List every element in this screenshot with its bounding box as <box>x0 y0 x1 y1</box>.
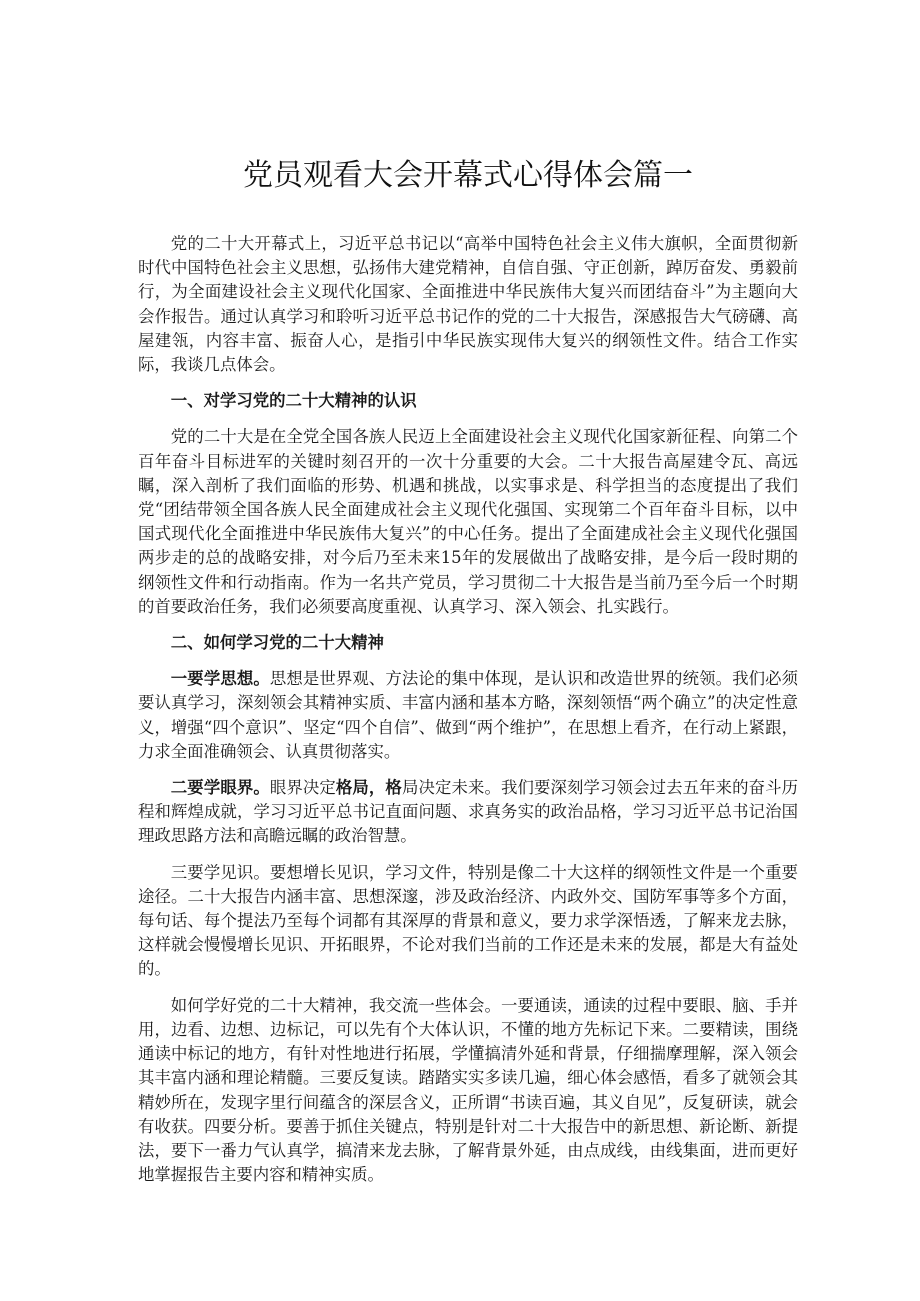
study-method-paragraph: 如何学好党的二十大精神，我交流一些体会。一要通读，通读的过程中要眼、脑、手并用，边看、边想、边标记，可以先有个大体认识，不懂的地方先标记下来。二要精读，围绕通读中标记的地方，有针对性地进行拓展，学懂搞清外延和背景，仔细揣摩理解，深入领会其丰富内涵和理论精髓。三要反复读。踏踏实实多读几遍，细心体会感悟，看多了就领会其精妙所在，发现字里行间蕴含的深层含义，正所谓“书读百遍，其义自见”，反复研读，就会有收获。四要分析。要善于抓住关键点，特别是针对二十大报告中的新思想、新论断、新提法，要下一番力气认真学，搞清来龙去脉，了解背景外延，由点成线，由线集面，进而更好地掌握报告主要内容和精神实质。 <box>138 995 798 1185</box>
section-heading-2: 二、如何学习党的二十大精神 <box>170 633 384 653</box>
document-title: 党员观看大会开幕式心得体会篇一 <box>243 158 693 193</box>
learn-vision-paragraph <box>138 776 798 849</box>
learn-vision-bold: 格局，格 <box>335 778 402 798</box>
learn-vision-text-a: 眼界决定 <box>269 778 336 798</box>
learn-thought-lead: 一要学思想。 <box>170 669 270 689</box>
section-1-paragraph: 党的二十大是在全党全国各族人民迈上全面建设社会主义现代化国家新征程、向第二个百年奋斗目标进军的关键时刻召开的一次十分重要的大会。二十大报告高屋建令瓦、高远瞩，深入剖析了我们面临的形势、机遇和挑战，以实事求是、科学担当的态度提出了我们党“团结带领全国各族人民全面建成社会主义现代化强国、实现第二个百年奋斗目标，以中国式现代化全面推进中华民族伟大复兴”的中心任务。提出了全面建成社会主义现代化强国两步走的总的战略安排，对今后乃至未来15年的发展做出了战略安排，是今后一段时期的纲领性文件和行动指南。作为一名共产党员，学习贯彻二十大报告是当前乃至今后一个时期的首要政治任务，我们必须要高度重视、认真学习、深入领会、扎实践行。 <box>138 427 798 616</box>
learn-thought-paragraph <box>138 667 798 764</box>
learn-vision-lead: 二要学眼界。 <box>170 778 270 798</box>
learn-knowledge-paragraph: 三要学见识。要想增长见识，学习文件，特别是像二十大这样的纲领性文件是一个重要途径。二十大报告内涵丰富、思想深邃，涉及政治经济、内政外交、国防军事等多个方面，每句话、每个提法乃至每个词都有其深厚的背景和意义，要力求学深悟透，了解来龙去脉，这样就会慢慢增长见识、开拓眼界，不论对我们当前的工作还是未来的发展，都是大有益处的。 <box>138 862 798 979</box>
intro-paragraph: 党的二十大开幕式上，习近平总书记以“高举中国特色社会主义伟大旗帜，全面贯彻新时代中国特色社会主义思想，弘扬伟大建党精神，自信自强、守正创新，踔厉奋发、勇毅前行，为全面建设社会主义现代化国家、全面推进中华民族伟大复兴而团结奋斗”为主题向大会作报告。通过认真学习和聆听习近平总书记作的党的二十大报告，深感报告大气磅礴、高屋建瓴，内容丰富、振奋人心，是指引中华民族实现伟大复兴的纲领性文件。结合工作实际，我谈几点体会。 <box>138 234 798 375</box>
learn-vision-body: 局决定未来。我们要深刻学习领会过去五年来的奋斗历程和辉煌成就，学习习近平总书记直面问题、求真务实的政治品格，学习习近平总书记治国理政思路方法和高瞻远瞩的政治智慧。 <box>138 778 799 846</box>
document-page <box>138 150 798 1199</box>
section-heading-1: 一、对学习党的二十大精神的认识 <box>170 391 417 411</box>
learn-thought-body: 思想是世界观、方法论的集中体现，是认识和改造世界的统领。我们必须要认真学习，深刻领会其精神实质、丰富内涵和基本方略，深刻领悟“两个确立”的决定性意义，增强“四个意识”、坚定“四个自信”、做到“两个维护”，在思想上看齐，在行动上紧跟，力求全面准确领会、认真贯彻落实。 <box>138 669 799 761</box>
